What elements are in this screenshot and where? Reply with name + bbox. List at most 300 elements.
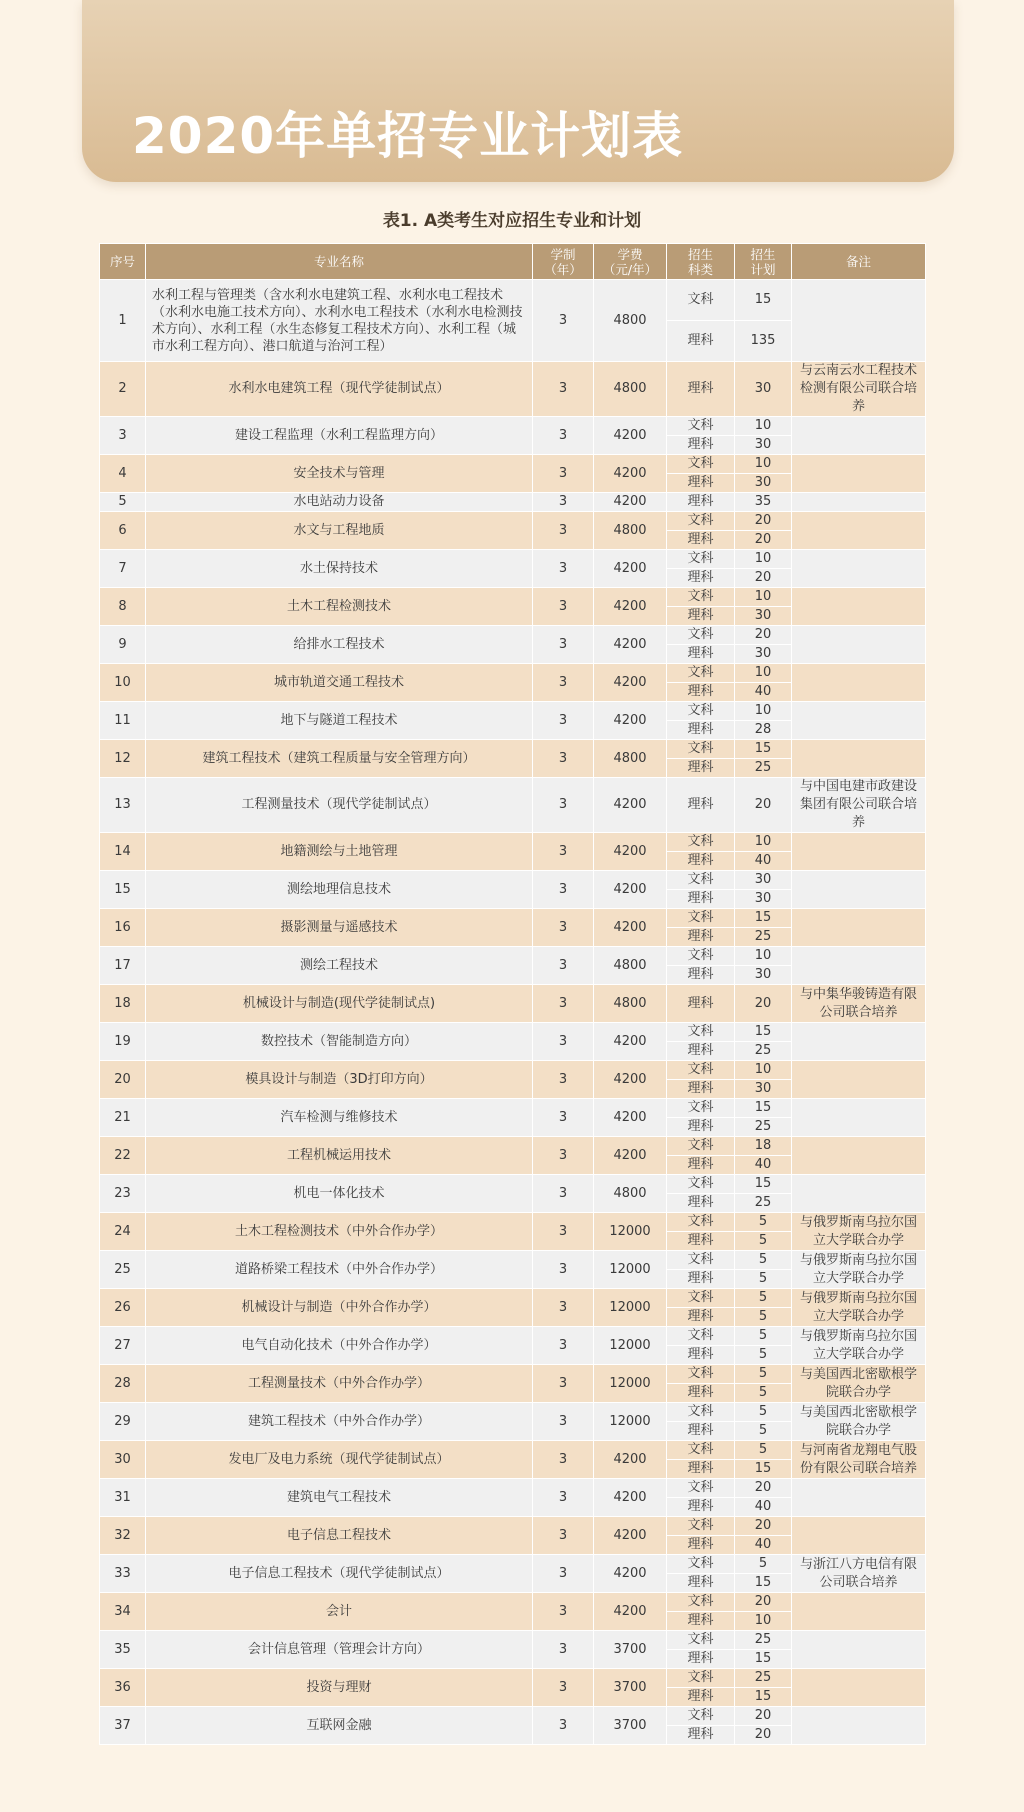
row-subject-type: 理科 [667,1156,735,1175]
row-major-name: 机械设计与制造(现代学徒制试点) [146,985,533,1023]
row-plan-count: 135 [735,321,792,362]
table-row [100,1555,926,1574]
row-fee: 4200 [594,626,667,664]
header-plan: 招生 计划 [735,244,792,280]
row-plan-count: 10 [735,1612,792,1631]
row-subject-type: 文科 [667,871,735,890]
row-major-name: 电子信息工程技术 [146,1517,533,1555]
row-fee: 4800 [594,362,667,417]
table-row [100,1213,926,1232]
row-plan-count: 5 [735,1232,792,1251]
row-subject-type: 理科 [667,1422,735,1441]
row-seq: 37 [100,1707,146,1745]
row-subject-type: 文科 [667,1517,735,1536]
row-fee: 12000 [594,1251,667,1289]
row-fee: 12000 [594,1403,667,1441]
row-years: 3 [533,702,594,740]
row-plan-count: 15 [735,280,792,321]
row-years: 3 [533,1555,594,1593]
row-seq: 13 [100,778,146,833]
row-seq: 10 [100,664,146,702]
row-remark [792,740,926,778]
row-years: 3 [533,740,594,778]
row-fee: 4200 [594,1517,667,1555]
table-row [100,455,926,474]
row-years: 3 [533,1593,594,1631]
row-remark: 与中集华骏铸造有限公司联合培养 [792,985,926,1023]
table-row [100,588,926,607]
table-row [100,1061,926,1080]
row-fee: 4200 [594,778,667,833]
row-fee: 4200 [594,1479,667,1517]
row-fee: 4800 [594,280,667,362]
row-major-name: 建筑工程技术（建筑工程质量与安全管理方向） [146,740,533,778]
row-seq: 6 [100,512,146,550]
row-remark [792,1631,926,1669]
row-seq: 11 [100,702,146,740]
row-fee: 4800 [594,985,667,1023]
row-years: 3 [533,493,594,512]
row-major-name: 数控技术（智能制造方向） [146,1023,533,1061]
row-plan-count: 10 [735,455,792,474]
row-major-name: 会计信息管理（管理会计方向） [146,1631,533,1669]
row-major-name: 投资与理财 [146,1669,533,1707]
table-row [100,626,926,645]
row-major-name: 建筑工程技术（中外合作办学） [146,1403,533,1441]
row-plan-count: 5 [735,1251,792,1270]
row-years: 3 [533,362,594,417]
row-fee: 4200 [594,550,667,588]
row-years: 3 [533,909,594,947]
row-remark [792,512,926,550]
row-fee: 4200 [594,1099,667,1137]
row-seq: 27 [100,1327,146,1365]
row-remark: 与俄罗斯南乌拉尔国立大学联合办学 [792,1327,926,1365]
row-years: 3 [533,512,594,550]
row-years: 3 [533,778,594,833]
row-fee: 12000 [594,1365,667,1403]
row-subject-type: 理科 [667,645,735,664]
row-subject-type: 文科 [667,626,735,645]
table-row [100,833,926,852]
row-seq: 5 [100,493,146,512]
row-plan-count: 18 [735,1137,792,1156]
row-plan-count: 5 [735,1213,792,1232]
row-subject-type: 文科 [667,1137,735,1156]
table-row [100,493,926,512]
row-remark [792,1707,926,1745]
row-plan-count: 5 [735,1422,792,1441]
row-subject-type: 理科 [667,1536,735,1555]
row-subject-type: 理科 [667,321,735,362]
row-subject-type: 理科 [667,759,735,778]
row-plan-count: 15 [735,1688,792,1707]
row-seq: 1 [100,280,146,362]
row-plan-count: 30 [735,436,792,455]
row-fee: 4200 [594,1061,667,1099]
row-fee: 4800 [594,947,667,985]
row-seq: 4 [100,455,146,493]
row-subject-type: 理科 [667,531,735,550]
row-plan-count: 5 [735,1270,792,1289]
header-years: 学制 （年） [533,244,594,280]
row-remark [792,626,926,664]
row-plan-count: 5 [735,1289,792,1308]
row-plan-count: 20 [735,626,792,645]
table-row [100,417,926,436]
table-body [100,280,926,1745]
row-subject-type: 文科 [667,1593,735,1612]
table-row [100,1251,926,1270]
row-major-name: 工程测量技术（现代学徒制试点） [146,778,533,833]
table-row [100,1669,926,1688]
table-row [100,1099,926,1118]
row-fee: 4200 [594,702,667,740]
table-row [100,1479,926,1498]
table-row [100,1517,926,1536]
row-plan-count: 28 [735,721,792,740]
row-subject-type: 文科 [667,1669,735,1688]
row-subject-type: 理科 [667,1270,735,1289]
row-subject-type: 理科 [667,569,735,588]
row-remark [792,833,926,871]
row-subject-type: 理科 [667,1460,735,1479]
row-remark [792,1023,926,1061]
row-subject-type: 文科 [667,455,735,474]
row-seq: 32 [100,1517,146,1555]
row-plan-count: 20 [735,1707,792,1726]
row-plan-count: 10 [735,664,792,683]
table-row [100,947,926,966]
row-subject-type: 文科 [667,1327,735,1346]
row-plan-count: 10 [735,947,792,966]
row-plan-count: 10 [735,702,792,721]
row-fee: 4200 [594,664,667,702]
row-fee: 4200 [594,1137,667,1175]
row-subject-type: 理科 [667,1308,735,1327]
row-subject-type: 理科 [667,1650,735,1669]
row-plan-count: 15 [735,1460,792,1479]
row-seq: 17 [100,947,146,985]
row-major-name: 水文与工程地质 [146,512,533,550]
row-years: 3 [533,1289,594,1327]
row-seq: 23 [100,1175,146,1213]
table-row [100,1631,926,1650]
row-fee: 3700 [594,1669,667,1707]
row-remark [792,1099,926,1137]
row-plan-count: 15 [735,1650,792,1669]
row-remark [792,909,926,947]
row-subject-type: 文科 [667,1023,735,1042]
row-subject-type: 文科 [667,1099,735,1118]
row-seq: 8 [100,588,146,626]
row-major-name: 机械设计与制造（中外合作办学） [146,1289,533,1327]
row-plan-count: 40 [735,1536,792,1555]
row-subject-type: 文科 [667,833,735,852]
row-subject-type: 理科 [667,1194,735,1213]
row-subject-type: 理科 [667,1042,735,1061]
row-years: 3 [533,1023,594,1061]
row-remark: 与俄罗斯南乌拉尔国立大学联合办学 [792,1213,926,1251]
row-plan-count: 30 [735,871,792,890]
row-fee: 3700 [594,1707,667,1745]
row-seq: 33 [100,1555,146,1593]
row-seq: 18 [100,985,146,1023]
row-plan-count: 25 [735,1042,792,1061]
row-major-name: 电气自动化技术（中外合作办学） [146,1327,533,1365]
row-plan-count: 15 [735,1099,792,1118]
row-seq: 14 [100,833,146,871]
table-row [100,664,926,683]
row-plan-count: 20 [735,1593,792,1612]
row-years: 3 [533,1251,594,1289]
row-years: 3 [533,1327,594,1365]
row-years: 3 [533,1365,594,1403]
row-plan-count: 30 [735,362,792,417]
table-row [100,1137,926,1156]
row-major-name: 发电厂及电力系统（现代学徒制试点） [146,1441,533,1479]
row-seq: 2 [100,362,146,417]
row-plan-count: 15 [735,1574,792,1593]
row-seq: 20 [100,1061,146,1099]
row-subject-type: 理科 [667,985,735,1023]
row-major-name: 土木工程检测技术 [146,588,533,626]
row-seq: 22 [100,1137,146,1175]
row-subject-type: 文科 [667,588,735,607]
row-subject-type: 文科 [667,1175,735,1194]
row-subject-type: 文科 [667,740,735,759]
row-remark: 与浙江八方电信有限公司联合培养 [792,1555,926,1593]
table-row [100,1707,926,1726]
row-seq: 3 [100,417,146,455]
row-major-name: 模具设计与制造（3D打印方向） [146,1061,533,1099]
row-subject-type: 文科 [667,512,735,531]
row-seq: 21 [100,1099,146,1137]
row-years: 3 [533,588,594,626]
row-years: 3 [533,1137,594,1175]
row-plan-count: 20 [735,512,792,531]
header-major: 专业名称 [146,244,533,280]
row-subject-type: 理科 [667,928,735,947]
row-subject-type: 文科 [667,909,735,928]
table-row [100,702,926,721]
row-remark: 与中国电建市政建设集团有限公司联合培养 [792,778,926,833]
row-plan-count: 35 [735,493,792,512]
row-major-name: 汽车检测与维修技术 [146,1099,533,1137]
row-seq: 12 [100,740,146,778]
table-row [100,1327,926,1346]
row-remark: 与俄罗斯南乌拉尔国立大学联合办学 [792,1289,926,1327]
table-row [100,740,926,759]
row-plan-count: 10 [735,1061,792,1080]
row-plan-count: 30 [735,966,792,985]
row-subject-type: 理科 [667,721,735,740]
row-subject-type: 文科 [667,1707,735,1726]
row-seq: 16 [100,909,146,947]
row-fee: 12000 [594,1213,667,1251]
row-fee: 4200 [594,588,667,626]
row-subject-type: 文科 [667,1213,735,1232]
row-plan-count: 30 [735,890,792,909]
row-plan-count: 40 [735,1156,792,1175]
row-plan-count: 25 [735,1118,792,1137]
row-major-name: 建设工程监理（水利工程监理方向） [146,417,533,455]
row-remark [792,1669,926,1707]
row-years: 3 [533,664,594,702]
row-fee: 4800 [594,1175,667,1213]
row-subject-type: 理科 [667,778,735,833]
row-seq: 9 [100,626,146,664]
row-years: 3 [533,1479,594,1517]
row-subject-type: 理科 [667,890,735,909]
row-plan-count: 5 [735,1346,792,1365]
row-plan-count: 30 [735,1080,792,1099]
row-plan-count: 10 [735,550,792,569]
row-plan-count: 30 [735,645,792,664]
row-fee: 4200 [594,871,667,909]
table-row [100,778,926,833]
row-plan-count: 30 [735,607,792,626]
row-major-name: 机电一体化技术 [146,1175,533,1213]
row-years: 3 [533,280,594,362]
row-major-name: 土木工程检测技术（中外合作办学） [146,1213,533,1251]
row-major-name: 道路桥梁工程技术（中外合作办学） [146,1251,533,1289]
row-years: 3 [533,550,594,588]
row-remark [792,871,926,909]
row-remark: 与美国西北密歇根学院联合办学 [792,1365,926,1403]
row-years: 3 [533,1061,594,1099]
row-remark [792,702,926,740]
row-fee: 4200 [594,493,667,512]
row-subject-type: 理科 [667,1726,735,1745]
row-plan-count: 30 [735,474,792,493]
row-years: 3 [533,871,594,909]
row-plan-count: 20 [735,985,792,1023]
row-years: 3 [533,1631,594,1669]
row-fee: 4800 [594,512,667,550]
row-subject-type: 文科 [667,417,735,436]
row-subject-type: 理科 [667,1232,735,1251]
row-subject-type: 理科 [667,1346,735,1365]
row-subject-type: 文科 [667,1251,735,1270]
row-subject-type: 文科 [667,1441,735,1460]
table-row [100,1289,926,1308]
row-remark: 与俄罗斯南乌拉尔国立大学联合办学 [792,1251,926,1289]
row-subject-type: 文科 [667,947,735,966]
table-row [100,1593,926,1612]
row-subject-type: 理科 [667,474,735,493]
row-plan-count: 40 [735,852,792,871]
row-years: 3 [533,1213,594,1251]
row-plan-count: 25 [735,1669,792,1688]
row-seq: 35 [100,1631,146,1669]
row-plan-count: 25 [735,928,792,947]
row-years: 3 [533,1707,594,1745]
row-subject-type: 文科 [667,1289,735,1308]
row-subject-type: 文科 [667,1479,735,1498]
table-row [100,909,926,928]
row-plan-count: 5 [735,1384,792,1403]
row-major-name: 测绘工程技术 [146,947,533,985]
row-plan-count: 20 [735,1726,792,1745]
row-remark [792,493,926,512]
row-fee: 4200 [594,1555,667,1593]
row-seq: 28 [100,1365,146,1403]
row-years: 3 [533,833,594,871]
row-seq: 26 [100,1289,146,1327]
row-fee: 4200 [594,833,667,871]
row-fee: 4200 [594,455,667,493]
row-seq: 19 [100,1023,146,1061]
row-plan-count: 40 [735,683,792,702]
table-row [100,1441,926,1460]
row-fee: 4200 [594,1441,667,1479]
table-row [100,362,926,417]
row-plan-count: 20 [735,778,792,833]
row-major-name: 水土保持技术 [146,550,533,588]
row-plan-count: 20 [735,531,792,550]
row-plan-count: 25 [735,759,792,778]
table-row [100,1023,926,1042]
row-remark [792,455,926,493]
row-seq: 24 [100,1213,146,1251]
header-subject: 招生 科类 [667,244,735,280]
row-seq: 31 [100,1479,146,1517]
table-row [100,550,926,569]
row-fee: 12000 [594,1289,667,1327]
page-title: 2020年单招专业计划表 [132,107,684,165]
table-row [100,280,926,321]
row-remark [792,1479,926,1517]
row-years: 3 [533,1517,594,1555]
row-major-name: 互联网金融 [146,1707,533,1745]
row-major-name: 水电站动力设备 [146,493,533,512]
row-subject-type: 理科 [667,966,735,985]
row-subject-type: 理科 [667,1612,735,1631]
row-plan-count: 25 [735,1194,792,1213]
row-plan-count: 5 [735,1365,792,1384]
row-seq: 29 [100,1403,146,1441]
row-seq: 36 [100,1669,146,1707]
row-subject-type: 理科 [667,1384,735,1403]
row-remark: 与美国西北密歇根学院联合办学 [792,1403,926,1441]
header-fee: 学费 （元/年） [594,244,667,280]
header-remark: 备注 [792,244,926,280]
row-subject-type: 文科 [667,1631,735,1650]
row-remark [792,1137,926,1175]
row-years: 3 [533,985,594,1023]
row-fee: 3700 [594,1631,667,1669]
row-years: 3 [533,1403,594,1441]
row-plan-count: 5 [735,1555,792,1574]
row-seq: 25 [100,1251,146,1289]
row-major-name: 水利水电建筑工程（现代学徒制试点） [146,362,533,417]
row-remark [792,1175,926,1213]
row-remark [792,1061,926,1099]
row-subject-type: 理科 [667,852,735,871]
row-fee: 4200 [594,909,667,947]
row-fee: 4200 [594,1593,667,1631]
row-subject-type: 理科 [667,1118,735,1137]
row-plan-count: 10 [735,588,792,607]
row-plan-count: 20 [735,1479,792,1498]
row-plan-count: 5 [735,1308,792,1327]
row-years: 3 [533,1669,594,1707]
row-major-name: 工程测量技术（中外合作办学） [146,1365,533,1403]
row-seq: 34 [100,1593,146,1631]
row-remark: 与河南省龙翔电气股份有限公司联合培养 [792,1441,926,1479]
row-subject-type: 理科 [667,1688,735,1707]
